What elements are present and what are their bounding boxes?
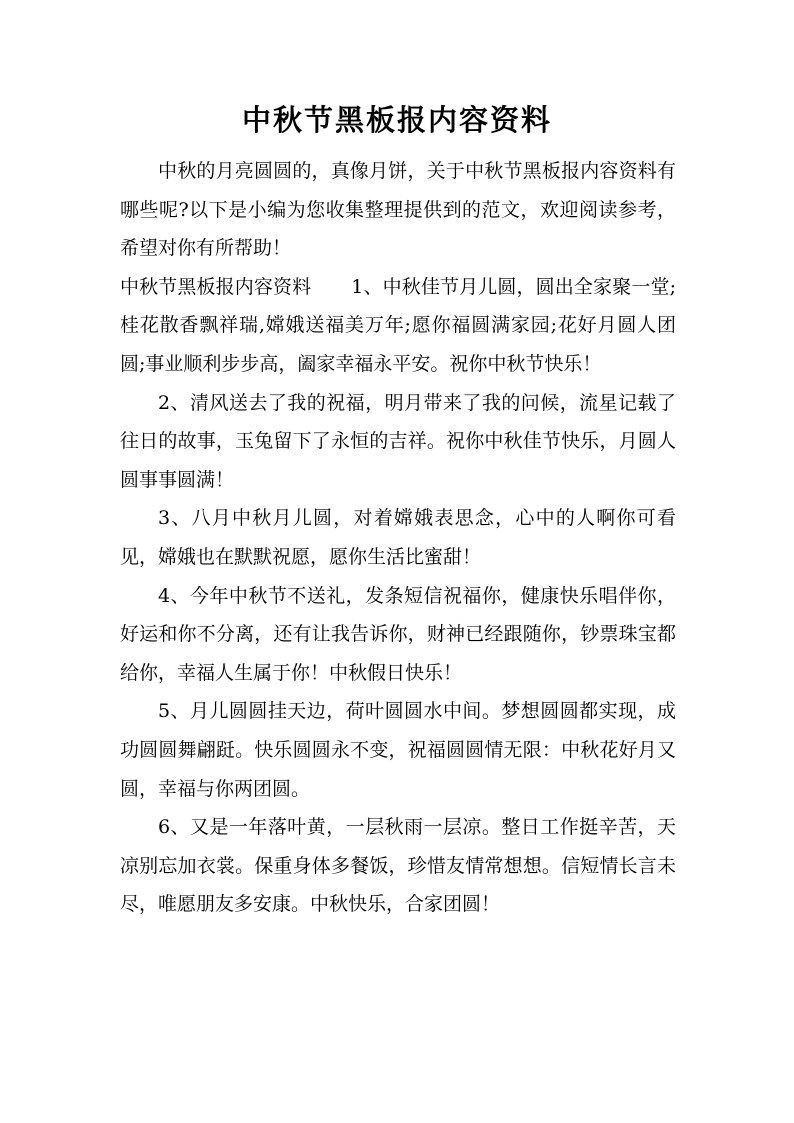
item-6-paragraph: 6、又是一年落叶黄，一层秋雨一层凉。整日工作挺辛苦，天凉别忘加衣裳。保重身体多餐饭，珍惜友情常想想。信短情长言未尽，唯愿朋友多安康。中秋快乐，合家团圆！ [120, 816, 676, 916]
item-1-text: 1、中秋佳节月儿圆，圆出全家聚一堂;桂花散香飘祥瑞,嫦娥送福美万年;愿你福圆满家园;花好月圆人团圆;事业顺利步步高，阖家幸福永平安。祝你中秋节快乐！ [120, 275, 676, 375]
item-3-paragraph: 3、八月中秋月儿圆，对着嫦娥表思念，心中的人啊你可看见，嫦娥也在默默祝愿，愿你生活比蜜甜！ [120, 507, 676, 568]
item-2-paragraph: 2、清风送去了我的祝福，明月带来了我的问候，流星记载了往日的故事，玉兔留下了永恒的吉祥。祝你中秋佳节快乐，月圆人圆事事圆满！ [120, 391, 676, 491]
document-title: 中秋节黑板报内容资料 [241, 103, 552, 137]
section-paragraph [120, 268, 676, 384]
item-4-paragraph: 4、今年中秋节不送礼，发条短信祝福你，健康快乐唱伴你，好运和你不分离，还有让我告诉你，财神已经跟随你，钞票珠宝都给你，幸福人生属于你！中秋假日快乐！ [120, 584, 676, 684]
intro-paragraph: 中秋的月亮圆圆的，真像月饼，关于中秋节黑板报内容资料有哪些呢?以下是小编为您收集整理提供到的范文，欢迎阅读参考，希望对你有所帮助！ [120, 160, 676, 260]
document-body [120, 152, 676, 924]
section-label: 中秋节黑板报内容资料 [120, 275, 312, 298]
item-5-paragraph: 5、月儿圆圆挂天边，荷叶圆圆水中间。梦想圆圆都实现，成功圆圆舞翩跹。快乐圆圆永不变，祝福圆圆情无限：中秋花好月又圆，幸福与你两团圆。 [120, 700, 676, 800]
